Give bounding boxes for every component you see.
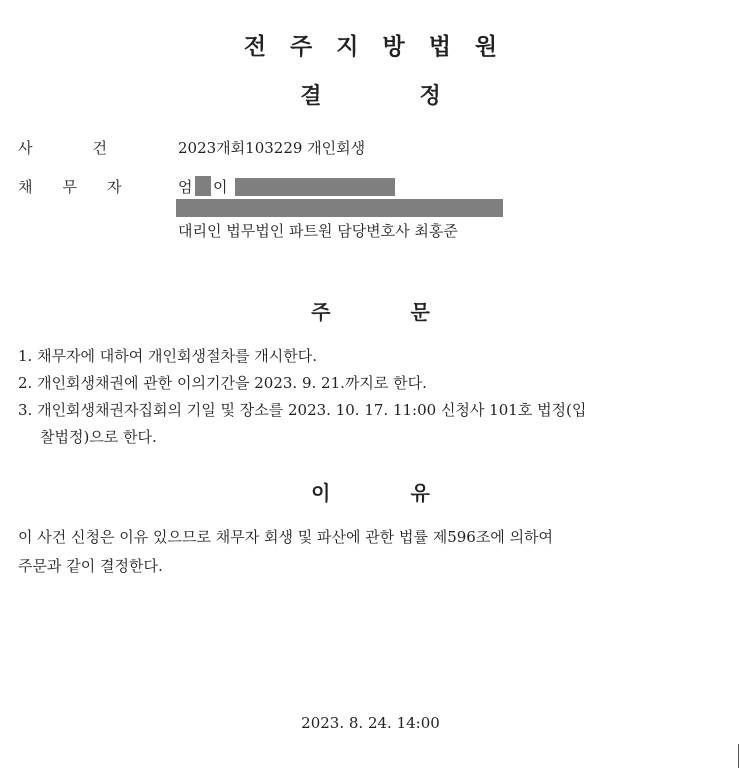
case-label: 사건 <box>18 139 167 157</box>
reason-title-left: 이 <box>311 481 331 505</box>
order-title <box>0 296 741 325</box>
redaction-id <box>235 178 395 196</box>
order-title-left: 주 <box>311 300 331 324</box>
reason-title-right: 유 <box>410 481 430 505</box>
decision-date: 2023. 8. 24. 14:00 <box>301 714 440 732</box>
page-edge-mark <box>738 744 739 768</box>
reason-line: 주문과 같이 결정한다. <box>18 557 163 575</box>
document-type <box>0 79 741 110</box>
order-item-continuation: 찰법정)으로 한다. <box>40 428 157 446</box>
debtor-name-suffix: 이 <box>213 178 228 196</box>
document-type-left: 결 <box>300 84 322 109</box>
court-name: 전주지방법원 <box>243 34 522 60</box>
reason-line: 이 사건 신청은 이유 있으므로 채무자 회생 및 파산에 관한 법률 제596조에 의하여 <box>18 528 554 546</box>
case-value: 2023개회103229 개인회생 <box>178 139 366 157</box>
document-type-right: 정 <box>419 84 441 109</box>
reason-title <box>0 477 741 506</box>
order-item: 1. 채무자에 대하여 개인회생절차를 개시한다. <box>18 347 317 365</box>
order-item: 3. 개인회생채권자집회의 기일 및 장소를 2023. 10. 17. 11:00 신청사 101호 법정(입 <box>18 401 587 419</box>
redaction-address <box>176 199 503 217</box>
debtor-label: 채무자 <box>18 178 152 196</box>
redaction-name <box>195 176 211 196</box>
order-title-right: 문 <box>410 300 430 324</box>
agent-line: 대리인 법무법인 파트원 담당변호사 최홍준 <box>178 222 458 240</box>
debtor-name-prefix: 엄 <box>178 178 193 196</box>
order-item: 2. 개인회생채권에 관한 이의기간을 2023. 9. 21.까지로 한다. <box>18 374 427 392</box>
